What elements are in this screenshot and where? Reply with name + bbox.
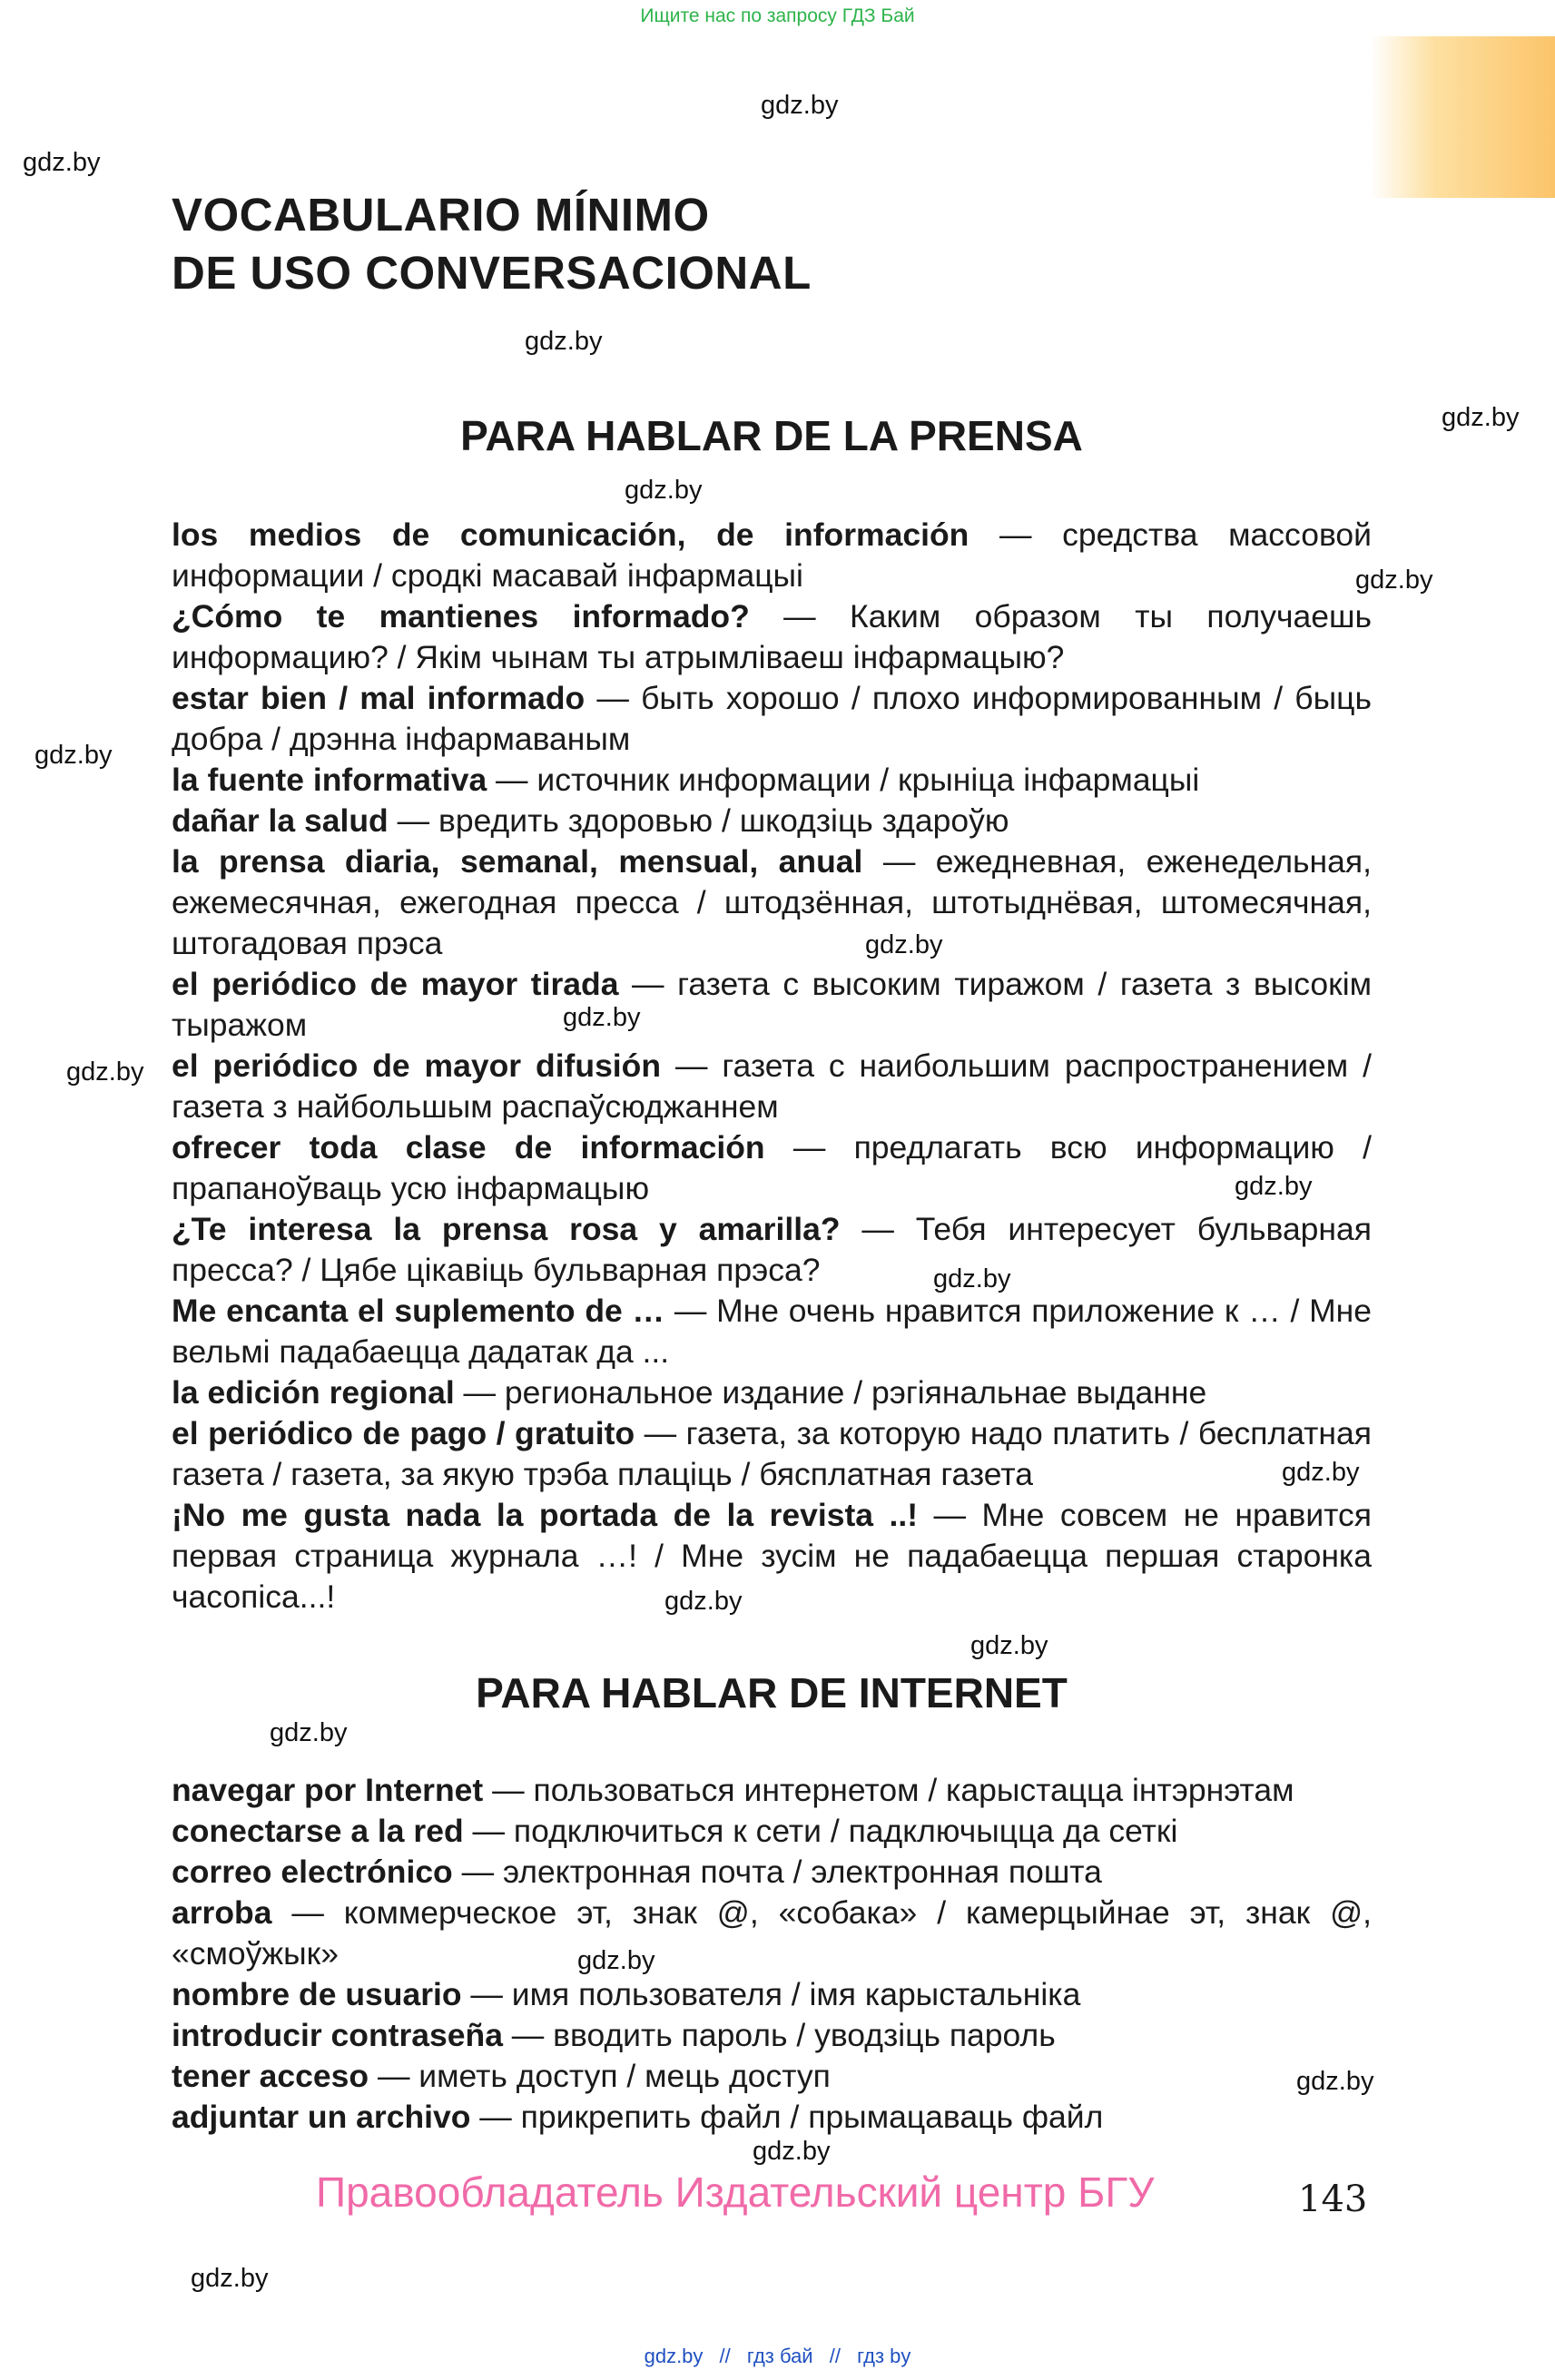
vocab-term: adjuntar un archivo <box>172 2099 471 2135</box>
vocab-term: arroba <box>172 1894 272 1931</box>
footer-link[interactable]: гдз бай <box>746 2345 813 2367</box>
watermark: gdz.by <box>625 476 703 505</box>
vocab-term: los medios de comunicación, de información <box>172 516 969 553</box>
vocab-translation: — вредить здоровью / шкодзіць здароўю <box>388 802 1009 839</box>
vocab-translation: — Тебя интересует бульварная пресса? / Цябе цікавіць бульварная прэса? <box>172 1211 1372 1288</box>
watermark: gdz.by <box>753 2137 831 2166</box>
vocab-entry <box>172 760 1372 801</box>
vocab-term: ¡No me gusta nada la portada de la revista ..! <box>172 1497 919 1533</box>
watermark: gdz.by <box>1296 2067 1374 2096</box>
watermark: gdz.by <box>933 1264 1011 1293</box>
vocab-entry <box>172 1852 1372 1893</box>
section-heading-internet: PARA HABLAR DE INTERNET <box>476 1669 1068 1716</box>
internet-entries <box>172 1770 1372 2138</box>
vocab-translation: — предлагать всю информацию / прапаноўваць усю інфармацыю <box>172 1129 1372 1206</box>
watermark: gdz.by <box>577 1946 655 1975</box>
vocab-entry <box>172 2056 1372 2097</box>
watermark: gdz.by <box>563 1003 641 1032</box>
vocab-term: conectarse a la red <box>172 1813 464 1849</box>
vocab-entry <box>172 1372 1372 1413</box>
vocab-translation: — Мне совсем не нравится первая страница журнала …! / Мне зусім не падабаецца першая старонка часопіса...! <box>172 1497 1372 1615</box>
vocab-term: estar bien / mal informado <box>172 680 586 716</box>
watermark: gdz.by <box>270 1718 348 1747</box>
watermark: gdz.by <box>761 91 839 120</box>
vocab-entry <box>172 841 1372 964</box>
vocab-term: ¿Te interesa la prensa rosa y amarilla? <box>172 1211 841 1247</box>
vocab-term: navegar por Internet <box>172 1772 484 1808</box>
vocab-translation: — газета, за которую надо платить / бесплатная газета / газета, за якую трэба плаціць / бясплатная газета <box>172 1415 1372 1492</box>
top-banner: Ищите нас по запросу ГДЗ Бай <box>640 5 915 26</box>
vocab-entry <box>172 678 1372 760</box>
vocab-translation: — имя пользователя / імя карыстальніка <box>461 1976 1081 2012</box>
vocab-translation: — источник информации / крыніца інфармацыі <box>487 762 1200 798</box>
vocab-translation: — пользоваться интернетом / карыстацца інтэрнэтам <box>483 1772 1294 1808</box>
vocab-entry <box>172 1811 1372 1852</box>
vocab-term: Me encanta el suplemento de … <box>172 1293 665 1329</box>
watermark: gdz.by <box>34 741 113 770</box>
vocab-entry <box>172 1127 1372 1209</box>
page-title-line2: DE USO CONVERSACIONAL <box>172 247 812 299</box>
watermark: gdz.by <box>664 1587 743 1616</box>
vocab-entry <box>172 596 1372 678</box>
vocab-entry <box>172 1209 1372 1291</box>
footer-link[interactable]: гдз by <box>857 2345 911 2367</box>
vocab-translation: — подключиться к сети / падключыцца да сеткі <box>463 1813 1178 1849</box>
vocab-term: el periódico de mayor difusión <box>172 1047 662 1084</box>
vocab-entry <box>172 1770 1372 1811</box>
bottom-links <box>0 2345 1555 2368</box>
watermark: gdz.by <box>1355 565 1433 595</box>
vocab-term: ofrecer toda clase de información <box>172 1129 765 1165</box>
section-heading-prensa: PARA HABLAR DE LA PRENSA <box>460 412 1083 459</box>
vocab-entry <box>172 1893 1372 1974</box>
vocab-translation: — газета с высоким тиражом / газета з высокім тыражом <box>172 966 1372 1043</box>
vocab-entry <box>172 1046 1372 1127</box>
vocab-term: el periódico de mayor tirada <box>172 966 619 1002</box>
watermark: gdz.by <box>970 1631 1048 1660</box>
vocab-entry <box>172 2097 1372 2138</box>
vocab-entry <box>172 801 1372 841</box>
vocab-entry <box>172 2015 1372 2056</box>
vocab-translation: — ежедневная, еженедельная, ежемесячная, ежегодная пресса / штодзённая, штотыднёвая, штомесячная, штогадовая прэса <box>172 843 1372 961</box>
corner-decoration <box>1371 36 1555 198</box>
vocab-translation: — быть хорошо / плохо информированным / быць добра / дрэнна інфармаваным <box>172 680 1372 757</box>
vocab-translation: — вводить пароль / уводзіць пароль <box>502 2017 1056 2053</box>
prensa-entries <box>172 515 1372 1618</box>
watermark: gdz.by <box>191 2264 269 2293</box>
vocab-translation: — иметь доступ / мець доступ <box>369 2058 831 2094</box>
watermark: gdz.by <box>1282 1458 1360 1487</box>
watermark: gdz.by <box>865 930 943 959</box>
vocab-translation: — газета с наибольшим распространением / газета з найбольшым распаўсюджаннем <box>172 1047 1372 1125</box>
footer-separator: // <box>829 2345 841 2367</box>
watermark: gdz.by <box>66 1057 144 1087</box>
vocab-translation: — коммерческое эт, знак @, «собака» / камерцыйнае эт, знак @, «смоўжык» <box>172 1894 1372 1972</box>
vocab-entry <box>172 964 1372 1046</box>
vocab-term: nombre de usuario <box>172 1976 462 2012</box>
copyright-holder: Правообладатель Издательский центр БГУ <box>316 2169 1155 2216</box>
watermark: gdz.by <box>525 327 603 356</box>
vocab-term: dañar la salud <box>172 802 389 839</box>
watermark: gdz.by <box>1235 1172 1313 1201</box>
vocab-term: correo electrónico <box>172 1854 453 1890</box>
vocab-entry <box>172 1495 1372 1618</box>
watermark: gdz.by <box>1442 403 1520 432</box>
footer-separator: // <box>719 2345 731 2367</box>
vocab-term: ¿Cómo te mantienes informado? <box>172 598 750 634</box>
vocab-term: el periódico de pago / gratuito <box>172 1415 635 1451</box>
vocab-term: tener acceso <box>172 2058 369 2094</box>
vocab-translation: — электронная почта / электронная пошта <box>452 1854 1102 1890</box>
vocab-translation: — прикрепить файл / прымацаваць файл <box>470 2099 1104 2135</box>
vocab-term: la edición regional <box>172 1374 455 1411</box>
vocab-translation: — Мне очень нравится приложение к … / Мне вельмі падабаецца дадатак да ... <box>172 1293 1373 1370</box>
page-title-line1: VOCABULARIO MÍNIMO <box>172 189 710 241</box>
page-number: 143 <box>1298 2178 1368 2220</box>
vocab-term: la fuente informativa <box>172 762 487 798</box>
vocab-entry <box>172 515 1372 596</box>
vocab-entry <box>172 1291 1372 1372</box>
vocab-translation: — региональное издание / рэгіянальнае выданне <box>454 1374 1207 1411</box>
vocab-entry <box>172 1413 1372 1495</box>
vocab-term: la prensa diaria, semanal, mensual, anual <box>172 843 863 880</box>
vocab-translation: — средства массовой информации / сродкі масавай інфармацыі <box>172 516 1372 594</box>
vocab-translation: — Каким образом ты получаешь информацию? / Якім чынам ты атрымліваеш інфармацыю? <box>172 598 1372 675</box>
footer-link[interactable]: gdz.by <box>644 2345 704 2367</box>
watermark: gdz.by <box>23 148 101 177</box>
vocab-entry <box>172 1974 1372 2015</box>
vocab-term: introducir contraseña <box>172 2017 503 2053</box>
